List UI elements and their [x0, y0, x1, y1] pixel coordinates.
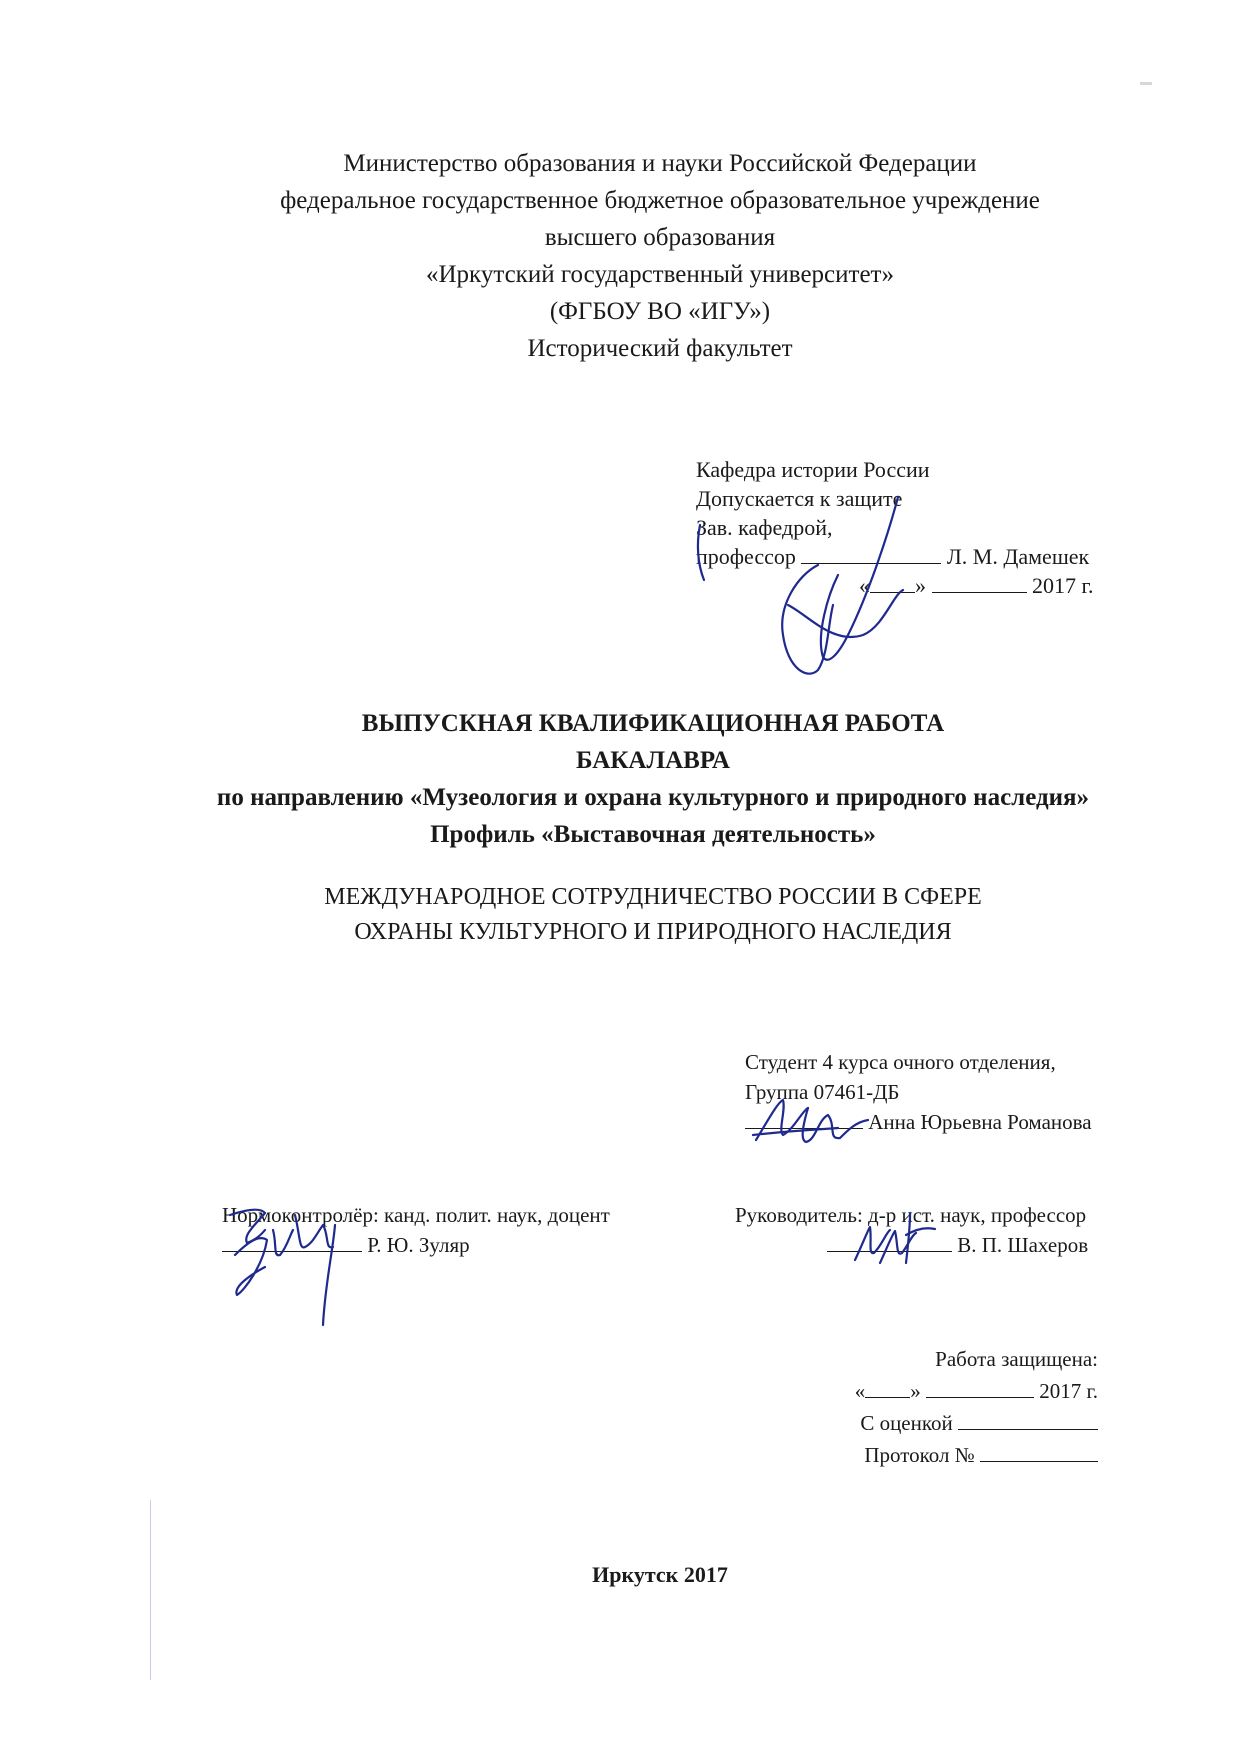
degree-line: БАКАЛАВРА: [576, 747, 730, 774]
grade-label: С оценкой: [860, 1411, 953, 1435]
scan-mark: [1140, 82, 1152, 85]
thesis-topic: [0, 880, 1240, 950]
institution-type-line: федеральное государственное бюджетное образовательное учреждение: [280, 187, 1040, 214]
protocol-line: [855, 1439, 1098, 1471]
date-quote-open: «: [854, 1379, 866, 1403]
date-quote-close: »: [910, 1379, 921, 1403]
department-line: Кафедра истории России: [696, 457, 930, 482]
head-line: Зав. кафедрой,: [696, 515, 833, 540]
day-blank: [865, 1379, 910, 1398]
protocol-blank: [980, 1443, 1098, 1462]
head-position: профессор: [696, 544, 796, 569]
supervisor-signature: [850, 1205, 940, 1270]
grade-blank: [958, 1411, 1098, 1430]
work-title-block: [0, 705, 1240, 853]
defense-year: 2017 г.: [1039, 1379, 1098, 1403]
student-name: Анна Юрьевна Романова: [868, 1110, 1092, 1134]
education-level-line: высшего образования: [544, 224, 776, 251]
grade-line: [855, 1407, 1098, 1439]
city-year: Иркутск 2017: [592, 1562, 728, 1587]
defense-date-line: [855, 1375, 1098, 1407]
approval-year: 2017 г.: [1032, 573, 1094, 598]
direction-line: по направлению «Музеология и охрана культурного и природного наследия»: [216, 784, 1090, 811]
faculty-line: Исторический факультет: [527, 335, 793, 362]
protocol-label: Протокол №: [864, 1443, 975, 1467]
university-abbr-line: (ФГБОУ ВО «ИГУ»): [549, 298, 771, 325]
institution-header: [0, 145, 1240, 367]
date-quote-open: «: [859, 573, 870, 598]
date-quote-close: »: [915, 573, 926, 598]
supervisor-name: В. П. Шахеров: [957, 1233, 1089, 1257]
normcontrol-role-line: Нормоконтролёр: канд. полит. наук, доцент: [222, 1203, 610, 1227]
defense-status-line: Работа защищена:: [935, 1347, 1098, 1371]
topic-line-2: ОХРАНЫ КУЛЬТУРНОГО И ПРИРОДНОГО НАСЛЕДИЯ: [354, 919, 952, 945]
scan-margin-line: [150, 1500, 151, 1680]
supervisor-role-line: Руководитель: д-р ист. наук, профессор: [735, 1203, 1087, 1227]
head-signature: [688, 485, 948, 685]
university-name-line: «Иркутский государственный университет»: [426, 261, 894, 288]
ministry-line: Министерство образования и науки Российской Федерации: [343, 150, 977, 177]
defense-block: [855, 1343, 1098, 1471]
student-course-line: Студент 4 курса очного отделения,: [745, 1050, 1056, 1074]
profile-line: Профиль «Выставочная деятельность»: [430, 821, 876, 848]
head-name: Л. М. Дамешек: [946, 544, 1090, 569]
normcontrol-name: Р. Ю. Зуляр: [367, 1233, 470, 1257]
student-signature: [748, 1090, 878, 1160]
normcontrol-signature: [225, 1195, 360, 1335]
month-blank: [926, 1379, 1034, 1398]
work-type-line: ВЫПУСКНАЯ КВАЛИФИКАЦИОННАЯ РАБОТА: [361, 710, 945, 737]
student-group-line: Группа 07461-ДБ: [745, 1080, 900, 1104]
topic-line-1: МЕЖДУНАРОДНОЕ СОТРУДНИЧЕСТВО РОССИИ В СФЕРЕ: [324, 884, 982, 910]
admission-line: Допускается к защите: [696, 486, 903, 511]
